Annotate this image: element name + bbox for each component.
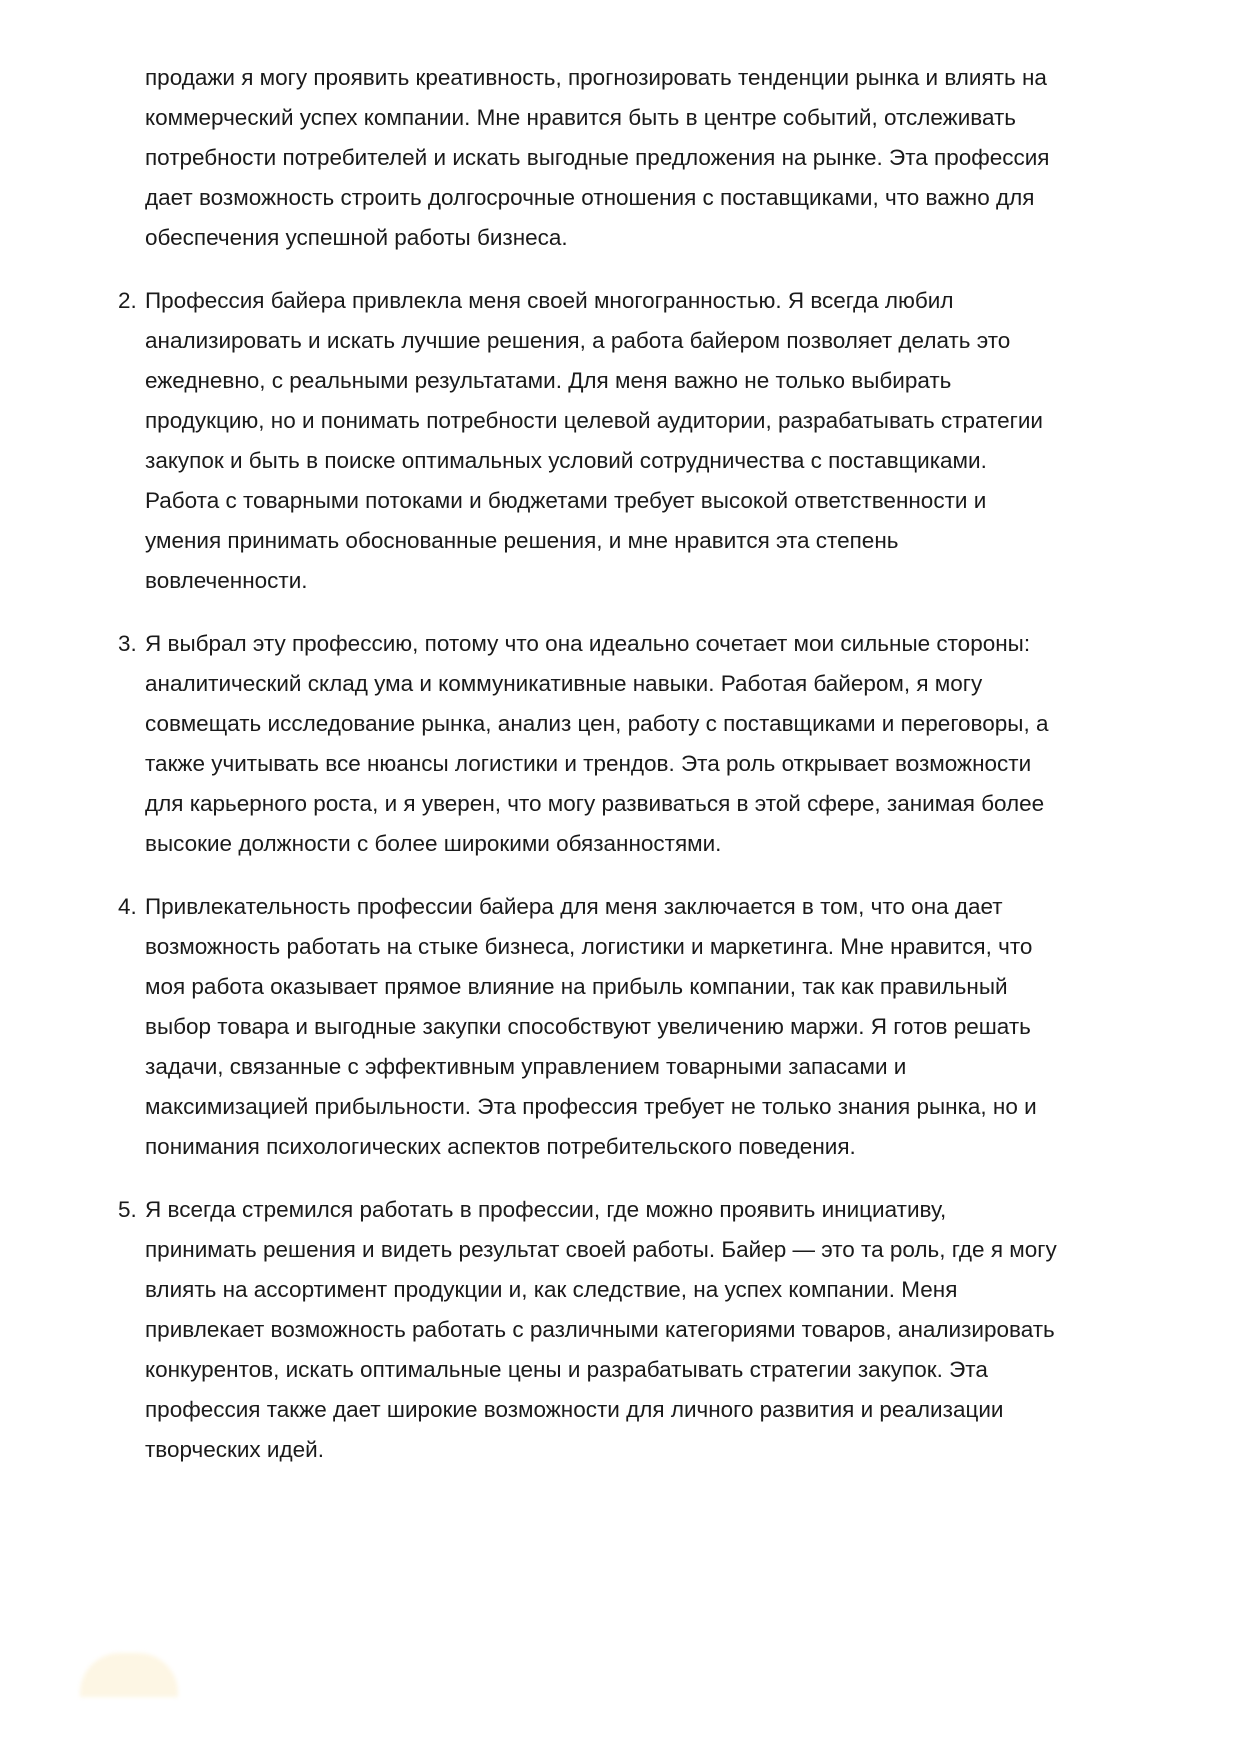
text-line: также учитывать все нюансы логистики и трендов. Эта роль открывает возможности (145, 751, 1032, 776)
text-line: Работа с товарными потоками и бюджетами требует высокой ответственности и (145, 488, 987, 513)
text-line: продукцию, но и понимать потребности целевой аудитории, разрабатывать стратегии (145, 408, 1043, 433)
text-line: высокие должности с более широкими обязанностями. (145, 831, 722, 856)
list-item-number: 2. (118, 288, 137, 313)
text-line: коммерческий успех компании. Мне нравится быть в центре событий, отслеживать (145, 105, 1017, 130)
text-line: анализировать и искать лучшие решения, а работа байером позволяет делать это (145, 328, 1011, 353)
decorative-blob (80, 1653, 178, 1697)
text-line: творческих идей. (145, 1437, 324, 1462)
text-line: Привлекательность профессии байера для меня заключается в том, что она дает (145, 894, 1003, 919)
list-item (0, 1190, 1239, 1470)
text-line: выбор товара и выгодные закупки способствуют увеличению маржи. Я готов решать (145, 1014, 1031, 1039)
text-line: аналитический склад ума и коммуникативные навыки. Работая байером, я могу (145, 671, 983, 696)
text-line: понимания психологических аспектов потребительского поведения. (145, 1134, 856, 1159)
text-line: продажи я могу проявить креативность, прогнозировать тенденции рынка и влиять на (145, 65, 1047, 90)
text-line: умения принимать обоснованные решения, и мне нравится эта степень (145, 528, 899, 553)
list-item-number: 4. (118, 894, 137, 919)
text-line: ежедневно, с реальными результатами. Для меня важно не только выбирать (145, 368, 952, 393)
list-item-number: 5. (118, 1197, 137, 1222)
text-line: для карьерного роста, и я уверен, что могу развиваться в этой сфере, занимая более (145, 791, 1045, 816)
list-item (0, 281, 1239, 601)
text-line: обеспечения успешной работы бизнеса. (145, 225, 568, 250)
text-line: Я всегда стремился работать в профессии, где можно проявить инициативу, (145, 1197, 947, 1222)
text-line: задачи, связанные с эффективным управлением товарными запасами и (145, 1054, 907, 1079)
text-line: совмещать исследование рынка, анализ цен, работу с поставщиками и переговоры, а (145, 711, 1049, 736)
list-item (0, 887, 1239, 1167)
text-line: закупок и быть в поиске оптимальных условий сотрудничества с поставщиками. (145, 448, 987, 473)
text-line: максимизацией прибыльности. Эта профессия требует не только знания рынка, но и (145, 1094, 1037, 1119)
list-item (0, 624, 1239, 864)
text-line: дает возможность строить долгосрочные отношения с поставщиками, что важно для (145, 185, 1035, 210)
text-line: вовлеченности. (145, 568, 308, 593)
list-item (0, 58, 1239, 258)
text-line: конкурентов, искать оптимальные цены и разрабатывать стратегии закупок. Эта (145, 1357, 988, 1382)
text-line: Я выбрал эту профессию, потому что она идеально сочетает мои сильные стороны: (145, 631, 1031, 656)
list-item-number: 3. (118, 631, 137, 656)
text-line: возможность работать на стыке бизнеса, логистики и маркетинга. Мне нравится, что (145, 934, 1033, 959)
text-line: Профессия байера привлекла меня своей многогранностью. Я всегда любил (145, 288, 954, 313)
text-line: влиять на ассортимент продукции и, как следствие, на успех компании. Меня (145, 1277, 958, 1302)
text-line: потребности потребителей и искать выгодные предложения на рынке. Эта профессия (145, 145, 1050, 170)
text-line: принимать решения и видеть результат своей работы. Байер — это та роль, где я могу (145, 1237, 1057, 1262)
text-line: моя работа оказывает прямое влияние на прибыль компании, так как правильный (145, 974, 1008, 999)
document-body (0, 58, 1239, 1493)
text-line: профессия также дает широкие возможности для личного развития и реализации (145, 1397, 1004, 1422)
text-line: привлекает возможность работать с различными категориями товаров, анализировать (145, 1317, 1055, 1342)
